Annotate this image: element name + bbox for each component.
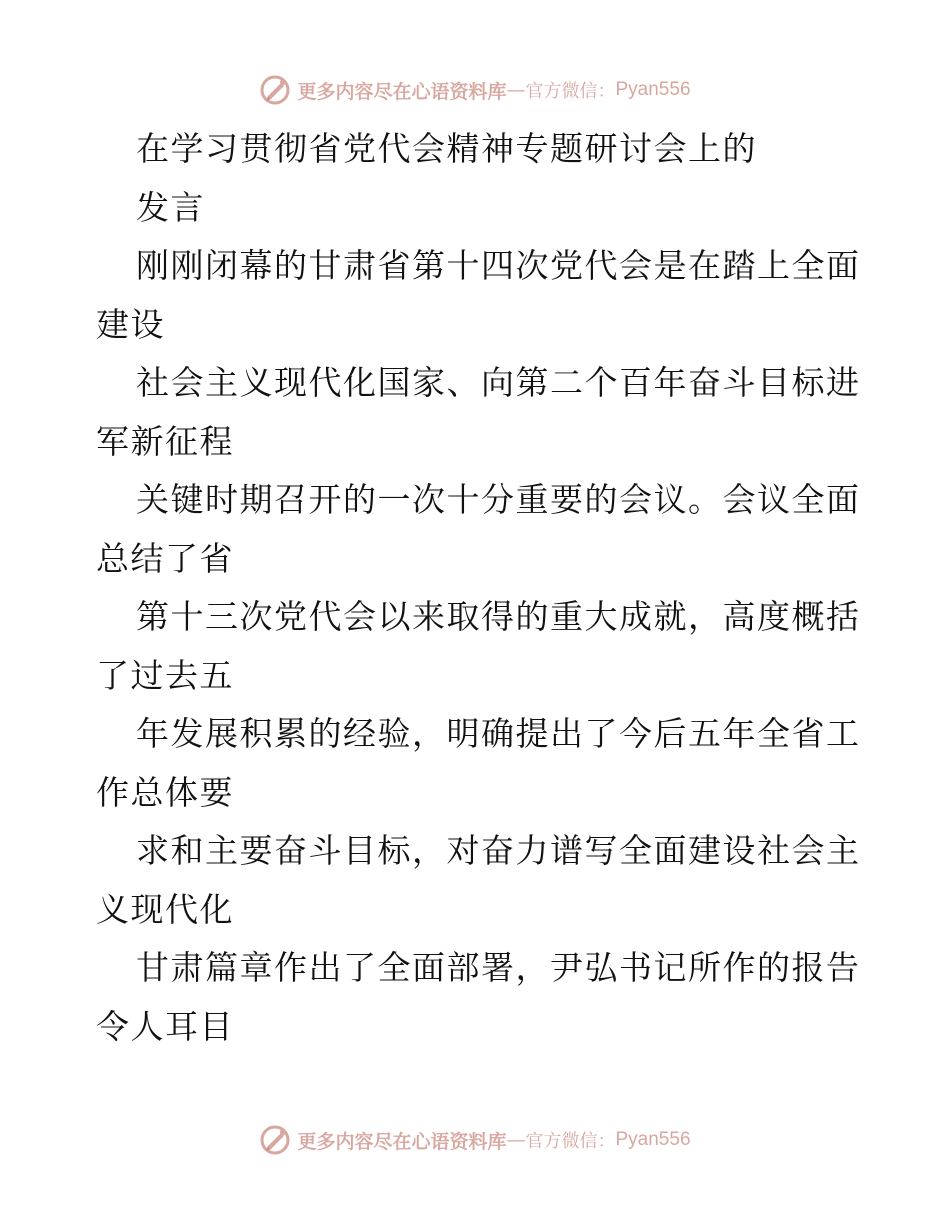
text-line: 总结了省 [96, 538, 234, 578]
text-line: 社会主义现代化国家、向第二个百年奋斗目标进 [136, 363, 861, 402]
text-line: 令人耳目 [96, 1006, 234, 1046]
text-line: 作总体要 [96, 772, 234, 812]
banner-separator: — [506, 79, 526, 101]
text-line: 建设 [96, 304, 165, 344]
text-line: 义现代化 [96, 889, 234, 929]
text-line: 年发展积累的经验，明确提出了今后五年全省工 [136, 714, 861, 753]
text-line: 发言 [136, 187, 205, 227]
text-line: 了过去五 [96, 655, 234, 695]
footer-banner [0, 1120, 950, 1160]
quill-pen-logo-icon [259, 74, 291, 106]
text-line: 刚刚闭幕的甘肃省第十四次党代会是在踏上全面 [136, 246, 861, 285]
quill-pen-logo-icon [259, 1124, 291, 1156]
document-body [96, 120, 861, 1056]
banner-main-text: 更多内容尽在心语资料库 [297, 1130, 507, 1153]
banner-separator: — [506, 1129, 526, 1151]
text-line: 甘肃篇章作出了全面部署，尹弘书记所作的报告 [136, 948, 861, 987]
text-line: 关键时期召开的一次十分重要的会议。会议全面 [136, 480, 861, 519]
text-line: 求和主要奋斗目标，对奋力谱写全面建设社会主 [136, 831, 861, 870]
banner-main-text: 更多内容尽在心语资料库 [297, 80, 507, 103]
banner-wechat-id: Pyan556 [615, 1129, 691, 1150]
banner-wechat-id: Pyan556 [615, 79, 691, 100]
text-line: 第十三次党代会以来取得的重大成就，高度概括 [136, 597, 861, 636]
banner-wechat-label: 官方微信： [525, 81, 616, 102]
header-banner [0, 70, 950, 110]
text-line: 在学习贯彻省党代会精神专题研讨会上的 [136, 129, 757, 168]
text-line: 军新征程 [96, 421, 234, 461]
banner-wechat-label: 官方微信： [525, 1131, 616, 1152]
